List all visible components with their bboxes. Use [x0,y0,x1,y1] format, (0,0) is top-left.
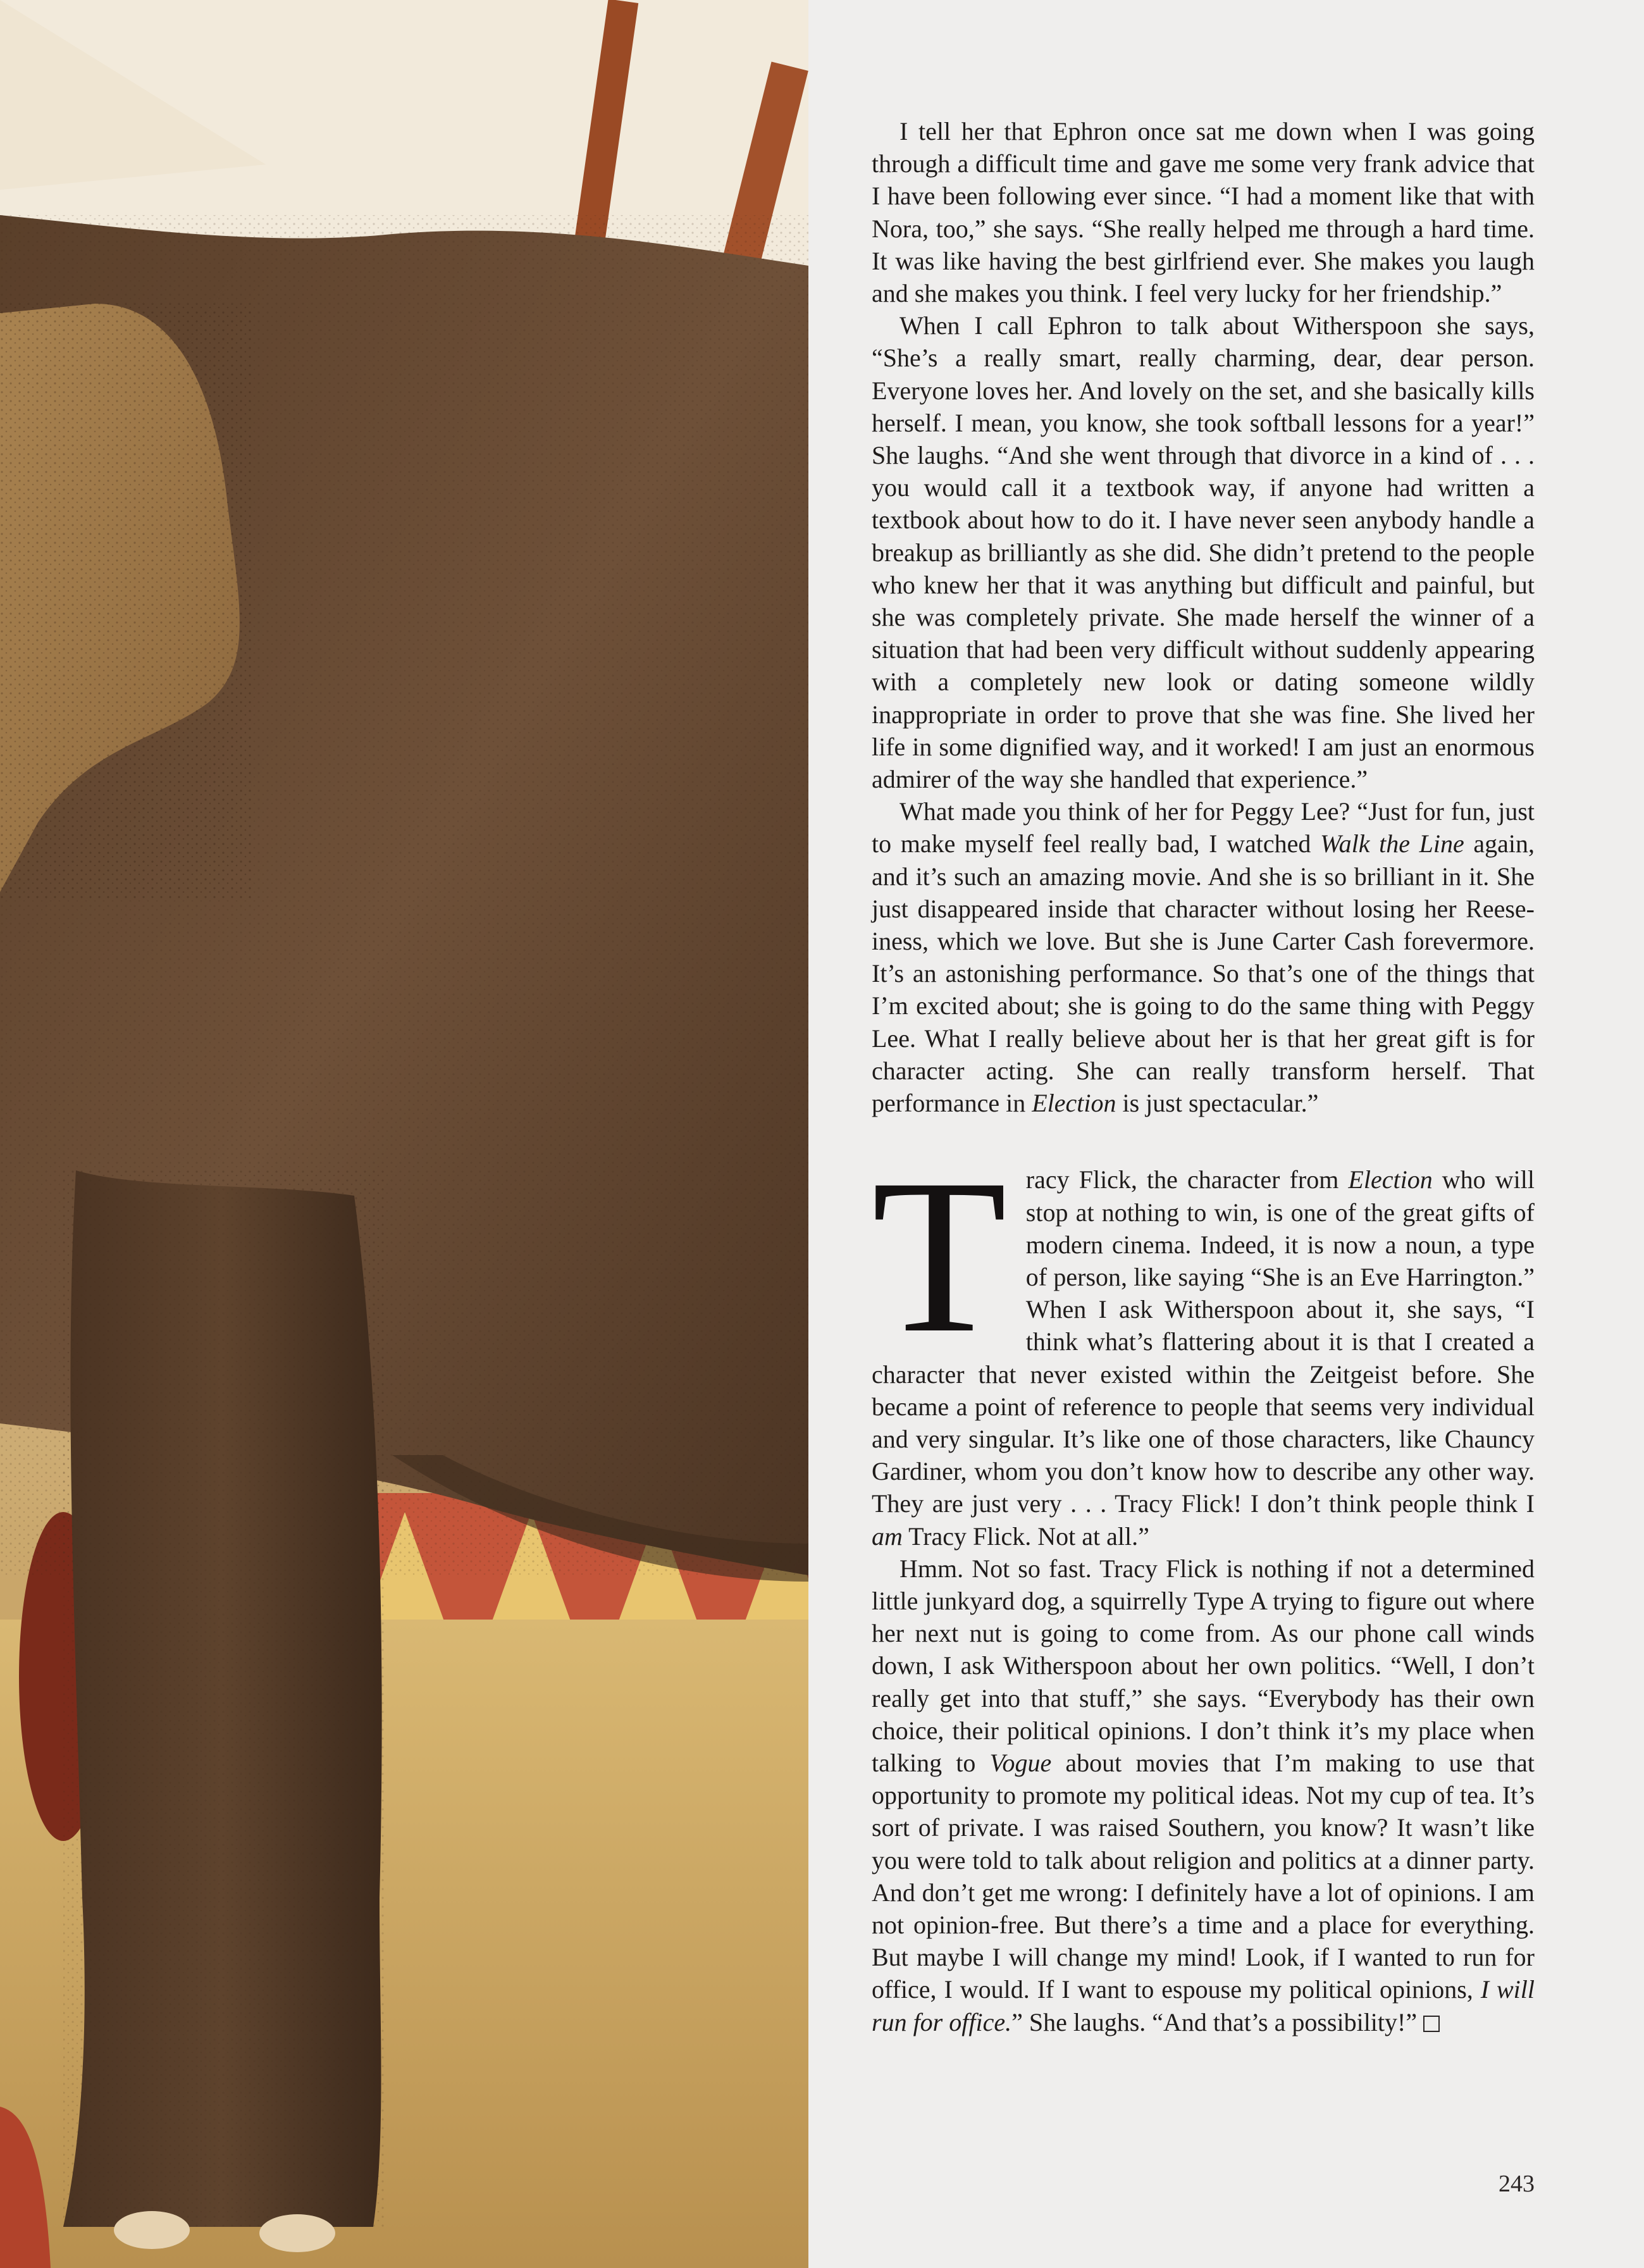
drop-cap: T [872,1133,1007,1379]
toenail [114,2211,190,2249]
toenail [259,2214,335,2252]
elephant-illustration [0,0,808,2268]
article-paragraph: I tell her that Ephron once sat me down when I was going through a difficult time and gave me some very frank advice that I have been following ever since. “I had a moment like that with Nora, too,” she says. “She really helped me through a hard time. It was like having the best girlfriend ever. She makes you laugh and she makes you think. I feel very lucky for her friendship.” [872,117,1535,308]
article-paragraph: What made you think of her for Peggy Lee? “Just for fun, just to make myself feel really bad, I watched Walk the Line again, and it’s such an amazing movie. And she is so brilliant in it. She just disappeared inside that character without losing her Reese-iness, which we love. But she is June Carter Cash forevermore. It’s an astonishing performance. So that’s one of the things that I’m excited about; she is going to do the same thing with Peggy Lee. What I really believe about her is that her great gift is for character acting. She can really transform herself. That performance in Election is just spectacular.” [872,797,1535,1118]
elephant-photo [0,0,808,2268]
film-title: Walk the Line [1320,829,1464,858]
article-paragraph: Hmm. Not so fast. Tracy Flick is nothing if not a determined little junkyard dog, a squirrelly Type A trying to figure out where her next nut is going to come from. As our phone call winds down, I ask Witherspoon about her own politics. “Well, I don’t really get into that stuff,” she says. “Everybody has their own choice, their political opinions. I don’t think it’s my place when talking to Vogue about movies that I’m making to use that opportunity to promote my political ideas. Not my cup of tea. It’s sort of private. I was raised Southern, you know? It wasn’t like you were told to talk about religion and politics at a dinner party. And don’t get me wrong: I definitely have a lot of opinions. I am not opinion-free. But there’s a time and a place for everything. But maybe I will change my mind! Look, if I wanted to run for office, I would. If I want to espouse my political opinions, I will run for office.” She laughs. “And that’s a possibility!” [872,1554,1535,2036]
article-paragraph: When I call Ephron to talk about Witherspoon she says, “She’s a really smart, really charming, dear, dear person. Everyone loves her. And lovely on the set, and she basically kills herself. I mean, you know, she took softball lessons for a year!” She laughs. “And she went through that divorce in a kind of . . . you would call it a textbook way, if anyone had written a textbook about how to do it. I have never seen anybody handle a breakup as brilliantly as she did. She didn’t pretend to the people who knew her that it was anything but difficult and painful, but she was completely private. She made herself the winner of a situation that had been very difficult without suddenly appearing with a completely new look or dating someone wildly inappropriate in order to prove that she was fine. She lived her life in some dignified way, and it worked! I am just an enormous admirer of the way she handled that experience.” [872,311,1535,794]
film-title: Election [1032,1089,1116,1118]
end-mark-icon [1423,2016,1440,2032]
article-paragraph-dropcap: Tracy Flick, the character from Election who will stop at nothing to win, is one of the great gifts of modern cinema. Indeed, it is now a noun, a type of person, like saying “She is an Eve Harrington.” When I ask Witherspoon about it, she says, “I think what’s flattering about it is that I created a character that never existed within the Zeitgeist before. She became a point of reference to people that seems very individual and very singular. It’s like one of those characters, like Chauncy Gardiner, whom you don’t know how to describe any other way. They are just very . . . Tracy Flick! I don’t think people think I am Tracy Flick. Not at all.” [872,1133,1535,1551]
article-column [872,115,1535,2038]
page-number: 243 [1499,2171,1535,2197]
magazine-name: Vogue [989,1748,1052,1777]
film-title: Election [1348,1165,1433,1194]
